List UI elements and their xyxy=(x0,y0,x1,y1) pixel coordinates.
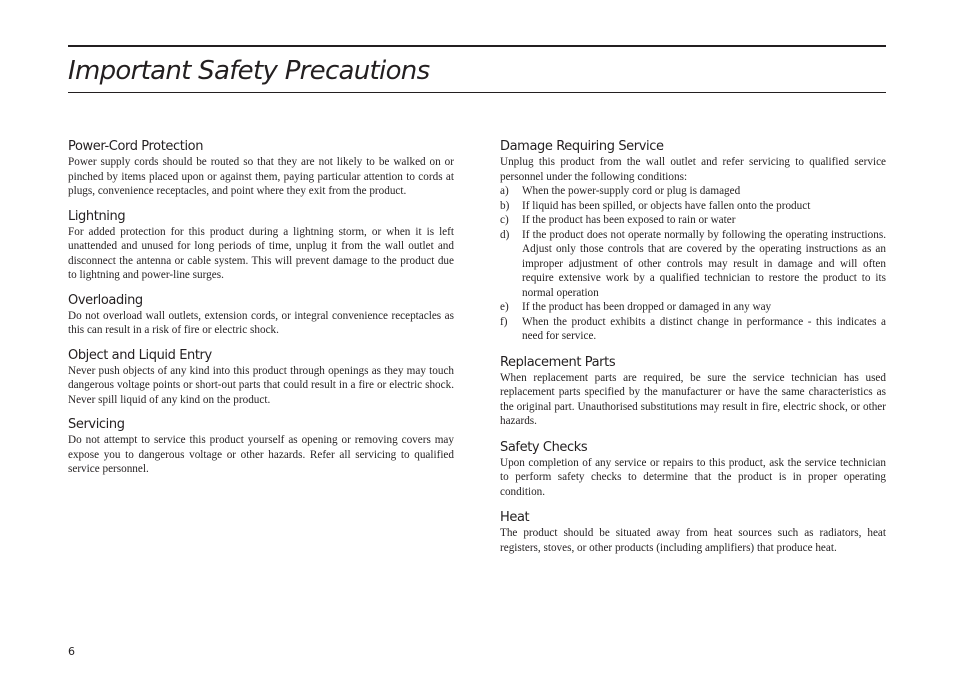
section-intro: Unplug this product from the wall outlet and refer servicing to qualified service personnel under the following conditions: xyxy=(500,156,886,183)
section-heading: Servicing xyxy=(68,417,125,432)
conditions-list xyxy=(500,184,886,344)
section-heading: Safety Checks xyxy=(500,439,588,455)
section-heat xyxy=(500,509,886,555)
right-column xyxy=(500,138,886,555)
list-item-text: If liquid has been spilled, or objects have fallen onto the product xyxy=(522,199,811,212)
section-body: Upon completion of any service or repairs to this product, ask the service technician to perform safety checks to determine that the product is in proper operating condition. xyxy=(500,456,886,498)
section-safety-checks xyxy=(500,439,886,500)
top-rule xyxy=(68,45,886,47)
list-item xyxy=(500,184,886,199)
list-marker: e) xyxy=(500,301,509,313)
list-marker: c) xyxy=(500,214,509,226)
list-item xyxy=(500,315,886,344)
list-item xyxy=(500,199,886,214)
section-servicing xyxy=(68,416,454,477)
list-item-text: If the product does not operate normally by following the operating instructions. Adjust only those controls that are covered by the operating instructions as an improper adjustment of other controls may result in damage and will often require extensive work by a qualified technician to restore the product to its normal operation xyxy=(522,228,886,299)
list-item xyxy=(500,300,886,315)
section-heading: Power-Cord Protection xyxy=(68,139,204,154)
list-item-text: If the product has been dropped or damaged in any way xyxy=(522,301,772,313)
list-item xyxy=(500,213,886,228)
list-marker: f) xyxy=(500,315,508,328)
section-heading: Lightning xyxy=(68,208,126,224)
section-body: When replacement parts are required, be sure the service technician has used replacement parts specified by the manufacturer or have the same characteristics as the original part. Unauthorised substitutions may result in fire, electric shock, or other hazards. xyxy=(500,371,886,427)
list-marker: d) xyxy=(500,228,510,241)
section-body: Do not overload wall outlets, extension cords, or integral convenience receptacles as this can result in a risk of fire or electric shock. xyxy=(68,309,454,336)
section-heading: Heat xyxy=(500,510,530,525)
section-power-cord-protection xyxy=(68,138,454,199)
section-body: The product should be situated away from heat sources such as radiators, heat registers, stoves, or other products (including amplifiers) that produce heat. xyxy=(500,527,886,554)
section-heading: Object and Liquid Entry xyxy=(68,347,212,363)
section-damage-requiring-service xyxy=(500,138,886,344)
section-overloading xyxy=(68,292,454,338)
section-lightning xyxy=(68,208,454,283)
section-heading: Damage Requiring Service xyxy=(500,139,664,154)
section-body: For added protection for this product during a lightning storm, or when it is left unattended and unused for long periods of time, unplug it from the wall outlet and disconnect the antenna or cable system. This will prevent damage to the product due to lightning and power-line surges. xyxy=(68,225,454,281)
section-replacement-parts xyxy=(500,354,886,429)
section-heading: Overloading xyxy=(68,292,143,308)
section-body: Power supply cords should be routed so that they are not likely to be walked on or pinched by items placed upon or against them, paying particular attention to cords at plugs, convenience receptacles, and point where they exit from the product. xyxy=(68,156,454,197)
section-body: Never push objects of any kind into this product through openings as they may touch dangerous voltage points or short-out parts that could result in a fire or electric shock. Never spill liquid of any kind on the product. xyxy=(68,364,454,406)
section-body: Do not attempt to service this product yourself as opening or removing covers may expose you to dangerous voltage or other hazards. Refer all servicing to qualified service personnel. xyxy=(68,434,454,475)
left-column xyxy=(68,138,454,477)
section-heading: Replacement Parts xyxy=(500,354,616,370)
list-marker: a) xyxy=(500,185,509,197)
list-item-text: If the product has been exposed to rain or water xyxy=(522,214,736,226)
list-item-text: When the power-supply cord or plug is damaged xyxy=(522,185,741,197)
page-title: Important Safety Precautions xyxy=(68,56,430,86)
list-item xyxy=(500,228,886,301)
page-number: 6 xyxy=(68,645,75,658)
section-object-and-liquid-entry xyxy=(68,347,454,408)
list-item-text: When the product exhibits a distinct change in performance - this indicates a need for service. xyxy=(522,315,886,342)
title-rule xyxy=(68,92,886,93)
list-marker: b) xyxy=(500,199,510,212)
